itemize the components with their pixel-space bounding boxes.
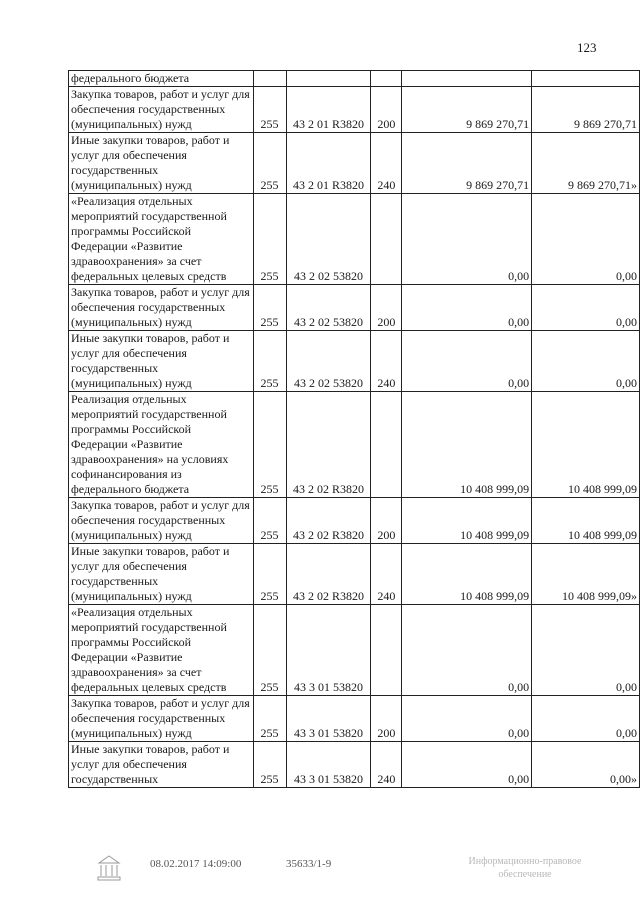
row-sum1: 0,00 [402,605,532,696]
footer-timestamp: 08.02.2017 14:09:00 [150,858,242,870]
row-sum1: 9 869 270,71 [402,133,532,194]
row-name: Закупка товаров, работ и услуг для обеспечения государственных (муниципальных) нужд [69,87,254,133]
row-sum2: 0,00 [532,605,640,696]
table-row [69,742,640,788]
footer [0,858,640,888]
row-sum1: 10 408 999,09 [402,392,532,498]
row-gr: 255 [253,194,286,285]
row-cs: 43 2 02 R3820 [286,544,371,605]
building-stamp-icon [96,854,122,884]
row-vr [371,71,402,87]
table-row [69,392,640,498]
table-row [69,544,640,605]
row-gr: 255 [253,696,286,742]
row-cs [286,71,371,87]
row-gr [253,71,286,87]
row-vr: 200 [371,285,402,331]
row-gr: 255 [253,544,286,605]
row-name: Закупка товаров, работ и услуг для обеспечения государственных (муниципальных) нужд [69,696,254,742]
row-sum1: 0,00 [402,331,532,392]
budget-table [68,70,640,788]
row-cs: 43 3 01 53820 [286,696,371,742]
table-row [69,194,640,285]
row-name: Закупка товаров, работ и услуг для обеспечения государственных (муниципальных) нужд [69,285,254,331]
row-vr: 240 [371,133,402,194]
row-name: Реализация отдельных мероприятий государственной программы Российской Федерации «Развитие здравоохранения» на условиях софинансирования из федерального бюджета [69,392,254,498]
row-sum1: 0,00 [402,742,532,788]
row-name: федерального бюджета [69,71,254,87]
row-sum2: 0,00 [532,696,640,742]
row-gr: 255 [253,285,286,331]
row-sum2: 10 408 999,09 [532,392,640,498]
row-sum1: 10 408 999,09 [402,544,532,605]
table-row [69,87,640,133]
row-sum2: 0,00 [532,331,640,392]
table-row [69,605,640,696]
row-name: Закупка товаров, работ и услуг для обеспечения государственных (муниципальных) нужд [69,498,254,544]
table-row [69,331,640,392]
row-name: «Реализация отдельных мероприятий государственной программы Российской Федерации «Развитие здравоохранения» за счет федеральных целевых средств [69,605,254,696]
row-vr [371,194,402,285]
row-gr: 255 [253,392,286,498]
row-cs: 43 2 01 R3820 [286,87,371,133]
row-cs: 43 2 02 53820 [286,194,371,285]
row-name: Иные закупки товаров, работ и услуг для обеспечения государственных [69,742,254,788]
row-sum1: 0,00 [402,194,532,285]
row-sum2: 9 869 270,71 [532,87,640,133]
row-name: Иные закупки товаров, работ и услуг для обеспечения государственных (муниципальных) нужд [69,544,254,605]
row-gr: 255 [253,498,286,544]
row-sum1: 10 408 999,09 [402,498,532,544]
row-cs: 43 3 01 53820 [286,742,371,788]
footer-doc-number: 35633/1-9 [286,858,332,870]
table-row [69,498,640,544]
row-sum2: 10 408 999,09» [532,544,640,605]
table-row [69,71,640,87]
row-cs: 43 2 02 R3820 [286,392,371,498]
row-name: Иные закупки товаров, работ и услуг для обеспечения государственных (муниципальных) нужд [69,133,254,194]
row-vr [371,605,402,696]
table-row [69,696,640,742]
row-name: Иные закупки товаров, работ и услуг для обеспечения государственных (муниципальных) нужд [69,331,254,392]
row-vr: 240 [371,331,402,392]
row-gr: 255 [253,133,286,194]
row-sum1 [402,71,532,87]
row-vr: 200 [371,696,402,742]
row-cs: 43 2 01 R3820 [286,133,371,194]
row-gr: 255 [253,605,286,696]
row-cs: 43 2 02 53820 [286,331,371,392]
row-gr: 255 [253,331,286,392]
row-cs: 43 3 01 53820 [286,605,371,696]
row-cs: 43 2 02 53820 [286,285,371,331]
row-vr: 240 [371,544,402,605]
table-row [69,285,640,331]
row-vr: 240 [371,742,402,788]
row-gr: 255 [253,742,286,788]
table-row [69,133,640,194]
row-vr: 200 [371,498,402,544]
row-sum2: 10 408 999,09 [532,498,640,544]
row-gr: 255 [253,87,286,133]
page-number: 123 [577,40,597,55]
row-sum1: 0,00 [402,696,532,742]
row-sum2: 0,00» [532,742,640,788]
row-vr: 200 [371,87,402,133]
footer-faded-text: Информационно-правовое обеспечение [468,856,582,880]
row-sum2: 0,00 [532,194,640,285]
row-sum2: 0,00 [532,285,640,331]
row-sum1: 9 869 270,71 [402,87,532,133]
row-sum2: 9 869 270,71» [532,133,640,194]
row-name: «Реализация отдельных мероприятий государственной программы Российской Федерации «Развитие здравоохранения» за счет федеральных целевых средств [69,194,254,285]
row-vr [371,392,402,498]
row-cs: 43 2 02 R3820 [286,498,371,544]
row-sum1: 0,00 [402,285,532,331]
row-sum2 [532,71,640,87]
